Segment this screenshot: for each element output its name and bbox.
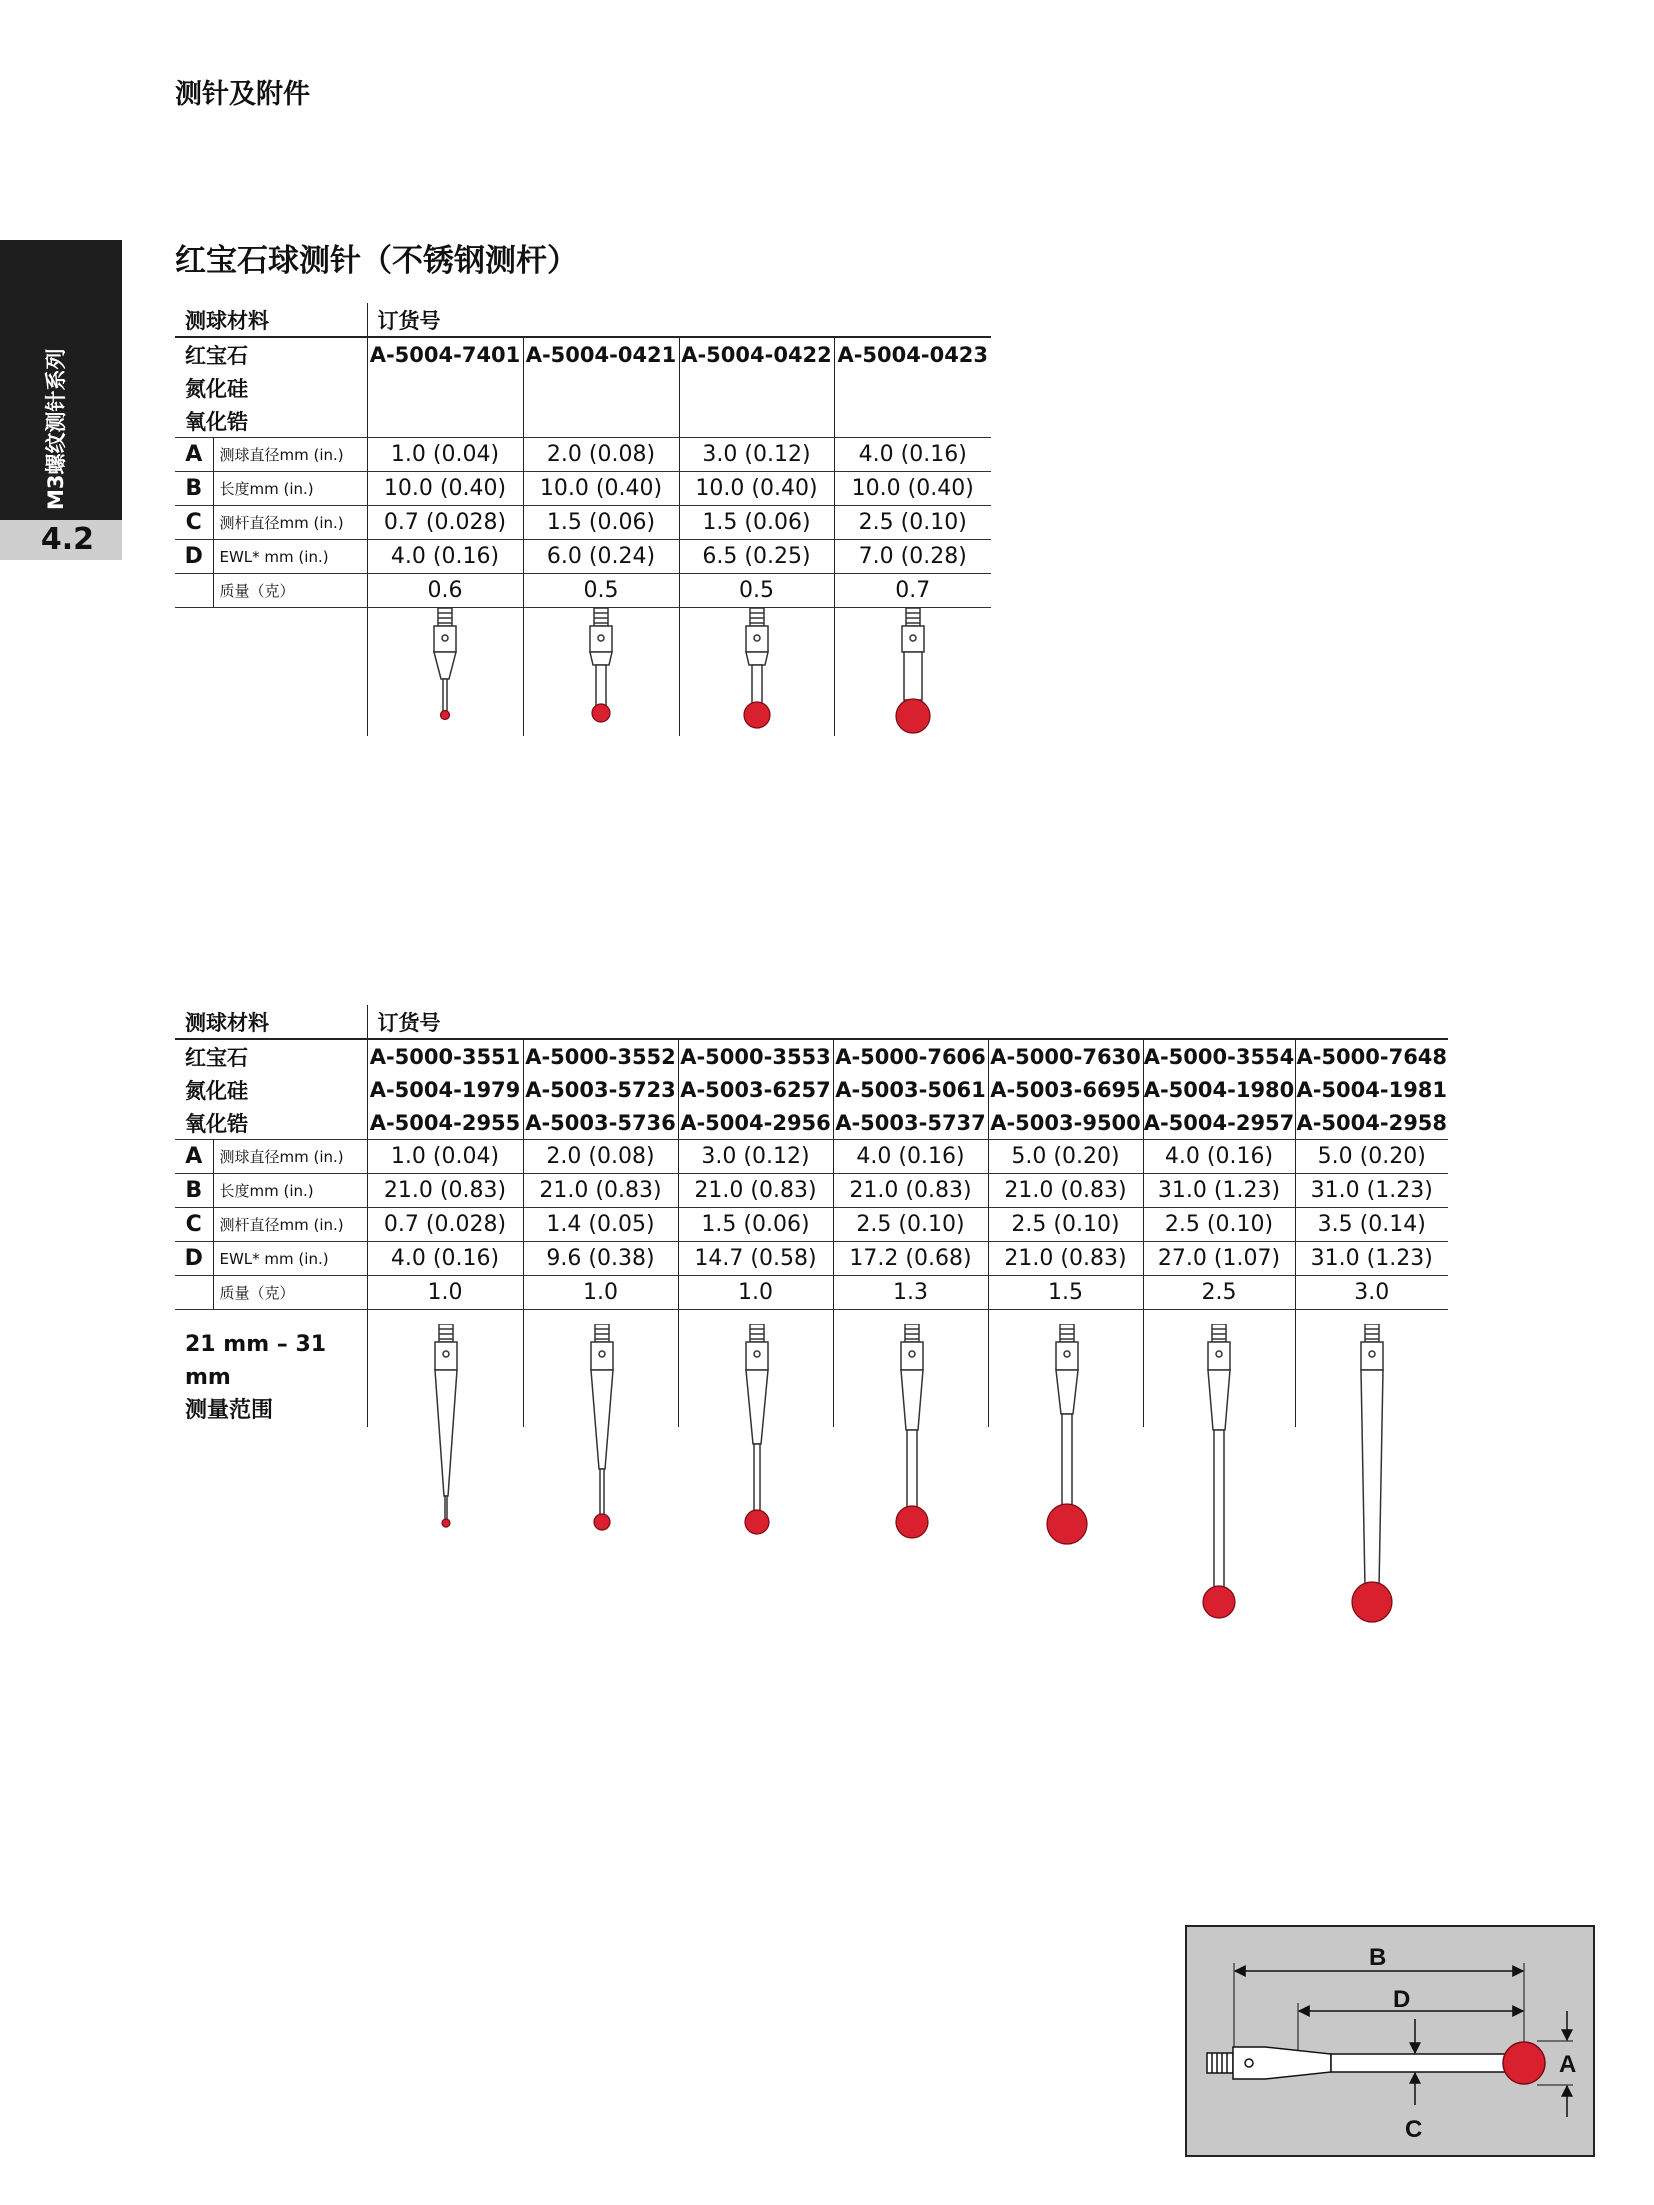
row-letter-a: A bbox=[175, 438, 213, 472]
stem-diameter-value: 0.7 (0.028) bbox=[367, 506, 523, 540]
row-desc-length: 长度mm (in.) bbox=[213, 1174, 367, 1208]
part-number-zirconia: A-5004-2956 bbox=[678, 1106, 833, 1140]
order-header: 订货号 bbox=[367, 303, 991, 337]
ball-diameter-value: 1.0 (0.04) bbox=[367, 1140, 523, 1174]
ewl-value: 14.7 (0.58) bbox=[678, 1242, 833, 1276]
row-letter-d: D bbox=[175, 540, 213, 574]
row-letter-d: D bbox=[175, 1242, 213, 1276]
length-value: 21.0 (0.83) bbox=[833, 1174, 988, 1208]
stem-diameter-value: 3.5 (0.14) bbox=[1295, 1208, 1448, 1242]
row-desc-ewl: EWL* mm (in.) bbox=[213, 540, 367, 574]
part-number-ruby: A-5000-7630 bbox=[988, 1039, 1143, 1073]
mass-value: 0.6 bbox=[367, 574, 523, 608]
length-value: 31.0 (1.23) bbox=[1143, 1174, 1295, 1208]
part-number-zirconia: A-5004-2955 bbox=[367, 1106, 523, 1140]
part-number-ruby: A-5000-3552 bbox=[523, 1039, 678, 1073]
part-number: A-5004-7401 bbox=[367, 337, 523, 371]
part-number-ruby: A-5000-3553 bbox=[678, 1039, 833, 1073]
row-desc-ball-diameter: 测球直径mm (in.) bbox=[213, 1140, 367, 1174]
part-number-ruby: A-5000-3554 bbox=[1143, 1039, 1295, 1073]
row-desc-mass: 质量（克） bbox=[213, 574, 367, 608]
ewl-value: 17.2 (0.68) bbox=[833, 1242, 988, 1276]
ewl-value: 27.0 (1.07) bbox=[1143, 1242, 1295, 1276]
ball-diameter-value: 3.0 (0.12) bbox=[679, 438, 834, 472]
length-value: 21.0 (0.83) bbox=[523, 1174, 678, 1208]
mass-value: 1.3 bbox=[833, 1276, 988, 1310]
row-desc-ball-diameter: 测球直径mm (in.) bbox=[213, 438, 367, 472]
material-zirconia: 氧化锆 bbox=[175, 404, 367, 438]
side-tab bbox=[0, 240, 122, 520]
order-header: 订货号 bbox=[367, 1005, 1448, 1039]
ball-diameter-value: 2.0 (0.08) bbox=[523, 1140, 678, 1174]
stylus-illustration bbox=[561, 608, 641, 736]
ewl-value: 21.0 (0.83) bbox=[988, 1242, 1143, 1276]
mass-value: 1.0 bbox=[523, 1276, 678, 1310]
dimension-diagram bbox=[1185, 1925, 1595, 2157]
stylus-illustration bbox=[873, 608, 953, 736]
part-number-silicon-nitride: A-5004-1981 bbox=[1295, 1073, 1448, 1106]
length-value: 21.0 (0.83) bbox=[367, 1174, 523, 1208]
mass-value: 1.0 bbox=[367, 1276, 523, 1310]
ball-diameter-value: 5.0 (0.20) bbox=[988, 1140, 1143, 1174]
ewl-value: 4.0 (0.16) bbox=[367, 1242, 523, 1276]
part-number-silicon-nitride: A-5003-5061 bbox=[833, 1073, 988, 1106]
stem-diameter-value: 2.5 (0.10) bbox=[833, 1208, 988, 1242]
row-desc-length: 长度mm (in.) bbox=[213, 472, 367, 506]
side-tab-number: 4.2 bbox=[0, 520, 122, 560]
row-letter-c: C bbox=[175, 506, 213, 540]
stem-diameter-value: 1.5 (0.06) bbox=[523, 506, 679, 540]
length-value: 31.0 (1.23) bbox=[1295, 1174, 1448, 1208]
stylus-illustration bbox=[717, 608, 797, 736]
row-letter-b: B bbox=[175, 472, 213, 506]
stem-diameter-value: 2.5 (0.10) bbox=[1143, 1208, 1295, 1242]
mass-value: 1.5 bbox=[988, 1276, 1143, 1310]
ewl-value: 4.0 (0.16) bbox=[367, 540, 523, 574]
part-number-silicon-nitride: A-5004-1980 bbox=[1143, 1073, 1295, 1106]
mass-value: 0.5 bbox=[679, 574, 834, 608]
section-title: 红宝石球测针（不锈钢测杆） bbox=[175, 243, 578, 279]
dim-label-a: A bbox=[1559, 2051, 1577, 2078]
mass-value: 2.5 bbox=[1143, 1276, 1295, 1310]
ball-diameter-value: 1.0 (0.04) bbox=[367, 438, 523, 472]
ewl-value: 6.5 (0.25) bbox=[679, 540, 834, 574]
stem-diameter-value: 1.5 (0.06) bbox=[679, 506, 834, 540]
mass-value: 0.5 bbox=[523, 574, 679, 608]
stem-diameter-value: 0.7 (0.028) bbox=[367, 1208, 523, 1242]
ball-diameter-value: 4.0 (0.16) bbox=[834, 438, 991, 472]
row-desc-stem-diameter: 测杆直径mm (in.) bbox=[213, 506, 367, 540]
length-value: 21.0 (0.83) bbox=[678, 1174, 833, 1208]
ball-diameter-value: 3.0 (0.12) bbox=[678, 1140, 833, 1174]
ewl-value: 6.0 (0.24) bbox=[523, 540, 679, 574]
ball-diameter-value: 4.0 (0.16) bbox=[833, 1140, 988, 1174]
material-header: 测球材料 bbox=[185, 1010, 269, 1035]
material-ruby: 红宝石 bbox=[175, 1039, 367, 1073]
row-letter-c: C bbox=[175, 1208, 213, 1242]
length-value: 10.0 (0.40) bbox=[679, 472, 834, 506]
ball-diameter-value: 4.0 (0.16) bbox=[1143, 1140, 1295, 1174]
page-header: 测针及附件 bbox=[175, 79, 310, 110]
row-desc-mass: 质量（克） bbox=[213, 1276, 367, 1310]
length-value: 10.0 (0.40) bbox=[834, 472, 991, 506]
row-letter-a: A bbox=[175, 1140, 213, 1174]
part-number: A-5004-0421 bbox=[523, 337, 679, 371]
part-number-zirconia: A-5003-5736 bbox=[523, 1106, 678, 1140]
stem-diameter-value: 1.5 (0.06) bbox=[678, 1208, 833, 1242]
stylus-illustration bbox=[717, 1324, 797, 1554]
ball-diameter-value: 2.0 (0.08) bbox=[523, 438, 679, 472]
ewl-value: 7.0 (0.28) bbox=[834, 540, 991, 574]
material-header: 测球材料 bbox=[185, 308, 269, 333]
side-tab-text: M3螺纹测针系列 bbox=[44, 348, 68, 510]
dim-label-d: D bbox=[1393, 1986, 1411, 2013]
mass-value: 0.7 bbox=[834, 574, 991, 608]
part-number-zirconia: A-5003-9500 bbox=[988, 1106, 1143, 1140]
stylus-table-21-31mm bbox=[175, 1005, 1448, 1427]
ewl-value: 9.6 (0.38) bbox=[523, 1242, 678, 1276]
stylus-illustration bbox=[1179, 1324, 1259, 1634]
stylus-illustration bbox=[406, 1324, 486, 1554]
ewl-value: 31.0 (1.23) bbox=[1295, 1242, 1448, 1276]
stem-diameter-value: 2.5 (0.10) bbox=[834, 506, 991, 540]
dim-label-c: C bbox=[1405, 2116, 1423, 2143]
stylus-table-10mm bbox=[175, 303, 991, 736]
measuring-range-label bbox=[175, 1310, 367, 1428]
length-value: 10.0 (0.40) bbox=[523, 472, 679, 506]
stem-diameter-value: 1.4 (0.05) bbox=[523, 1208, 678, 1242]
part-number: A-5004-0423 bbox=[834, 337, 991, 371]
measuring-range-caption: 测量范围 bbox=[185, 1398, 274, 1423]
stylus-illustration bbox=[562, 1324, 642, 1554]
material-silicon-nitride: 氮化硅 bbox=[185, 376, 248, 401]
dim-label-b: B bbox=[1369, 1944, 1387, 1971]
stem-diameter-value: 2.5 (0.10) bbox=[988, 1208, 1143, 1242]
row-desc-ewl: EWL* mm (in.) bbox=[213, 1242, 367, 1276]
stylus-illustration bbox=[1332, 1324, 1412, 1634]
part-number-silicon-nitride: A-5003-6257 bbox=[678, 1073, 833, 1106]
part-number-zirconia: A-5004-2958 bbox=[1295, 1106, 1448, 1140]
length-value: 10.0 (0.40) bbox=[367, 472, 523, 506]
stylus-illustration bbox=[872, 1324, 952, 1554]
measuring-range-value: 21 mm – 31 mm bbox=[185, 1332, 327, 1390]
part-number: A-5004-0422 bbox=[679, 337, 834, 371]
material-zirconia: 氧化锆 bbox=[175, 1106, 367, 1140]
stylus-illustration bbox=[1027, 1324, 1107, 1554]
mass-value: 3.0 bbox=[1295, 1276, 1448, 1310]
part-number-zirconia: A-5003-5737 bbox=[833, 1106, 988, 1140]
part-number-silicon-nitride: A-5004-1979 bbox=[367, 1073, 523, 1106]
row-desc-stem-diameter: 测杆直径mm (in.) bbox=[213, 1208, 367, 1242]
material-ruby: 红宝石 bbox=[175, 337, 367, 371]
part-number-ruby: A-5000-3551 bbox=[367, 1039, 523, 1073]
length-value: 21.0 (0.83) bbox=[988, 1174, 1143, 1208]
material-silicon-nitride: 氮化硅 bbox=[185, 1078, 248, 1103]
mass-value: 1.0 bbox=[678, 1276, 833, 1310]
part-number-ruby: A-5000-7606 bbox=[833, 1039, 988, 1073]
part-number-silicon-nitride: A-5003-5723 bbox=[523, 1073, 678, 1106]
part-number-silicon-nitride: A-5003-6695 bbox=[988, 1073, 1143, 1106]
stylus-illustration bbox=[405, 608, 485, 736]
part-number-ruby: A-5000-7648 bbox=[1295, 1039, 1448, 1073]
row-letter-b: B bbox=[175, 1174, 213, 1208]
ball-diameter-value: 5.0 (0.20) bbox=[1295, 1140, 1448, 1174]
part-number-zirconia: A-5004-2957 bbox=[1143, 1106, 1295, 1140]
